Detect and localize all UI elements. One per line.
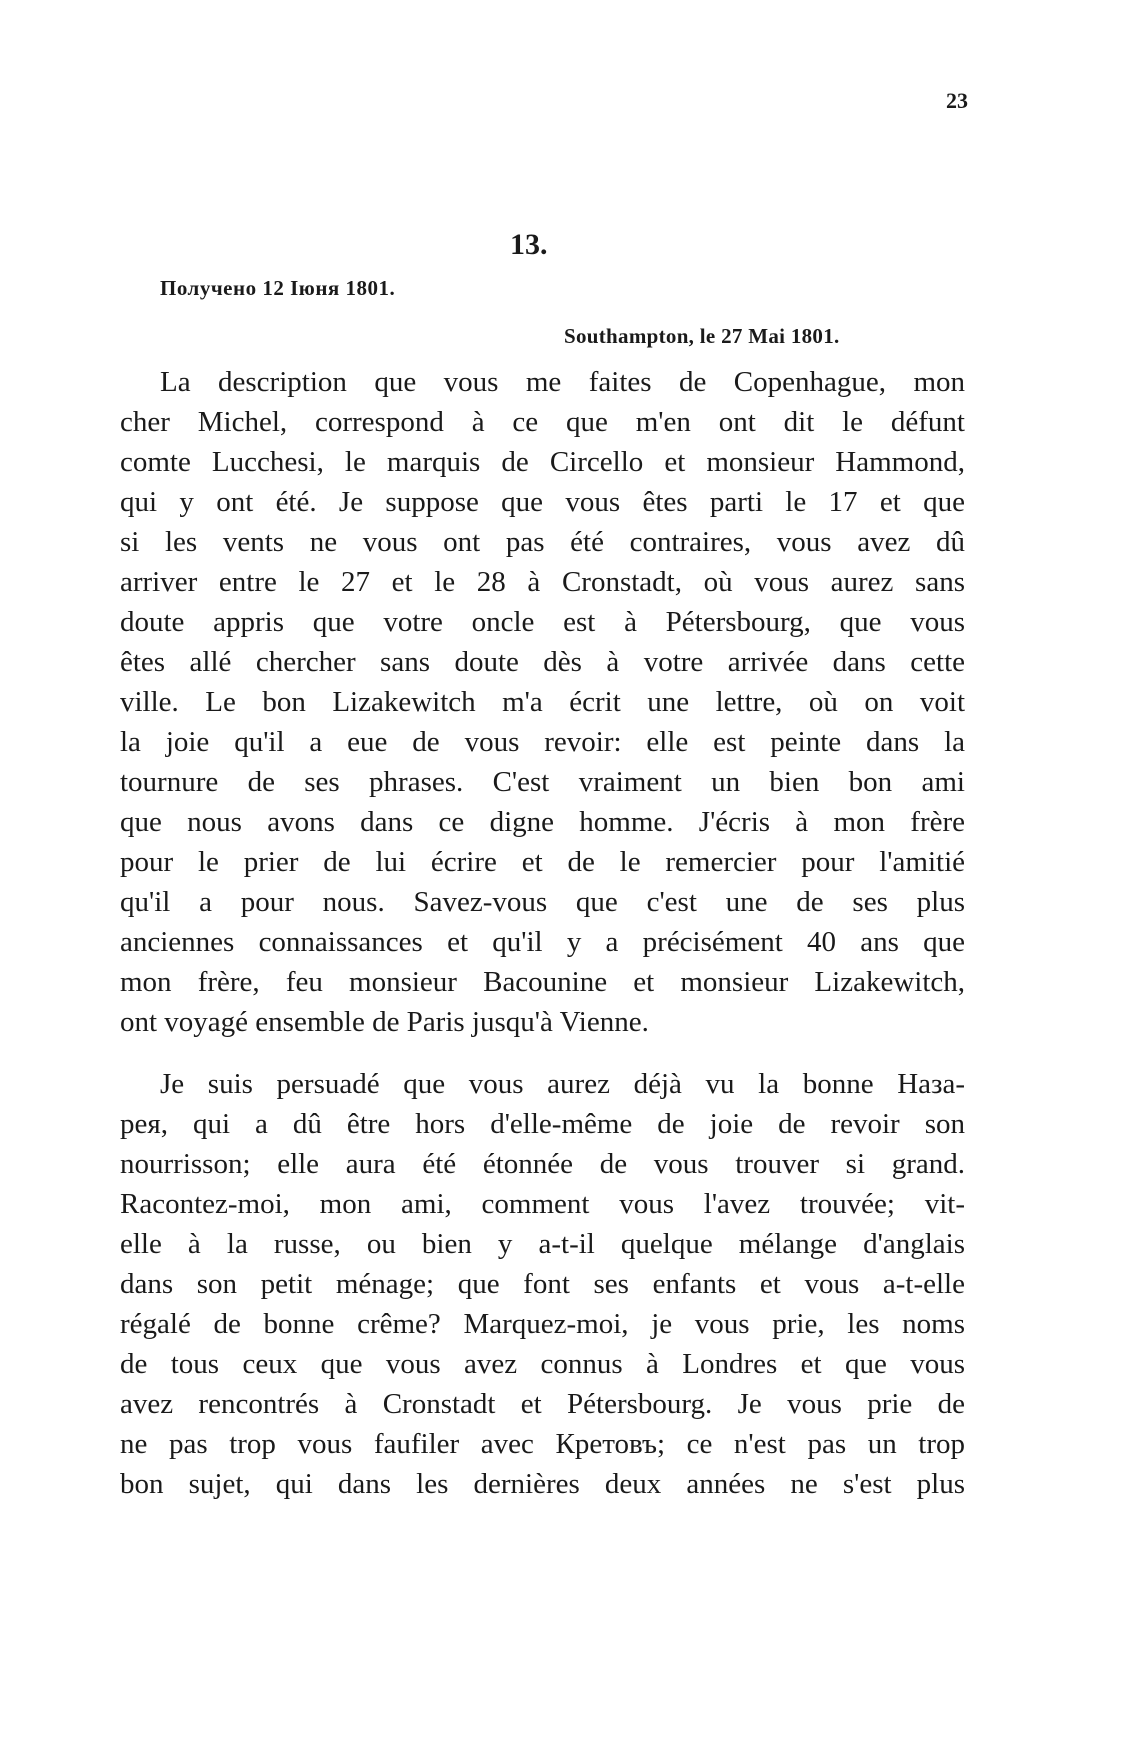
text-line: dans son petit ménage; que font ses enfants et vous a-t-elle — [120, 1268, 965, 1300]
text-line: que nous avons dans ce digne homme. J'écris à mon frère — [120, 806, 965, 838]
page-number: 23 — [946, 88, 968, 113]
text-line: bon sujet, qui dans les dernières deux années ne s'est plus — [120, 1468, 965, 1500]
text-line: Je suis persuadé que vous aurez déjà vu la bonne Наза- — [160, 1068, 965, 1100]
text-line: ville. Le bon Lizakewitch m'a écrit une lettre, où on voit — [120, 686, 965, 718]
text-line: ont voyagé ensemble de Paris jusqu'à Vienne. — [120, 1006, 649, 1038]
text-line: ne pas trop vous faufiler avec Кретовъ; ce n'est pas un trop — [120, 1428, 965, 1460]
text-line: La description que vous me faites de Copenhague, mon — [160, 366, 965, 398]
text-line: pour le prier de lui écrire et de le remercier pour l'amitié — [120, 846, 965, 878]
text-line: de tous ceux que vous avez connus à Londres et que vous — [120, 1348, 965, 1380]
text-line: elle à la russe, ou bien y a-t-il quelque mélange d'anglais — [120, 1228, 965, 1260]
text-line: Racontez-moi, mon ami, comment vous l'avez trouvée; vit- — [120, 1188, 965, 1220]
text-line: tournure de ses phrases. C'est vraiment un bien bon ami — [120, 766, 965, 798]
text-line: qui y ont été. Je suppose que vous êtes parti le 17 et que — [120, 486, 965, 518]
text-line: comte Lucchesi, le marquis de Circello et monsieur Hammond, — [120, 446, 965, 478]
text-line: cher Michel, correspond à ce que m'en ont dit le défunt — [120, 406, 965, 438]
text-line: doute appris que votre oncle est à Pétersbourg, que vous — [120, 606, 965, 638]
text-line: anciennes connaissances et qu'il y a précisément 40 ans que — [120, 926, 965, 958]
place-date: Southampton, le 27 Mai 1801. — [564, 324, 840, 348]
text-line: si les vents ne vous ont pas été contraires, vous avez dû — [120, 526, 965, 558]
text-line: la joie qu'il a eue de vous revoir: elle est peinte dans la — [120, 726, 965, 758]
text-line: arriver entre le 27 et le 28 à Cronstadt, où vous aurez sans — [120, 566, 965, 598]
text-line: êtes allé chercher sans doute dès à votre arrivée dans cette — [120, 646, 965, 678]
text-line: nourrisson; elle aura été étonnée de vous trouver si grand. — [120, 1148, 965, 1180]
received-note: Получено 12 Іюня 1801. — [160, 276, 396, 300]
letter-number: 13. — [510, 228, 548, 261]
text-line: avez rencontrés à Cronstadt et Pétersbourg. Je vous prie de — [120, 1388, 965, 1420]
text-line: рея, qui a dû être hors d'elle-même de joie de revoir son — [120, 1108, 965, 1140]
text-line: mon frère, feu monsieur Bacounine et monsieur Lizakewitch, — [120, 966, 965, 998]
text-line: régalé de bonne crême? Marquez-moi, je vous prie, les noms — [120, 1308, 965, 1340]
text-line: qu'il a pour nous. Savez-vous que c'est une de ses plus — [120, 886, 965, 918]
